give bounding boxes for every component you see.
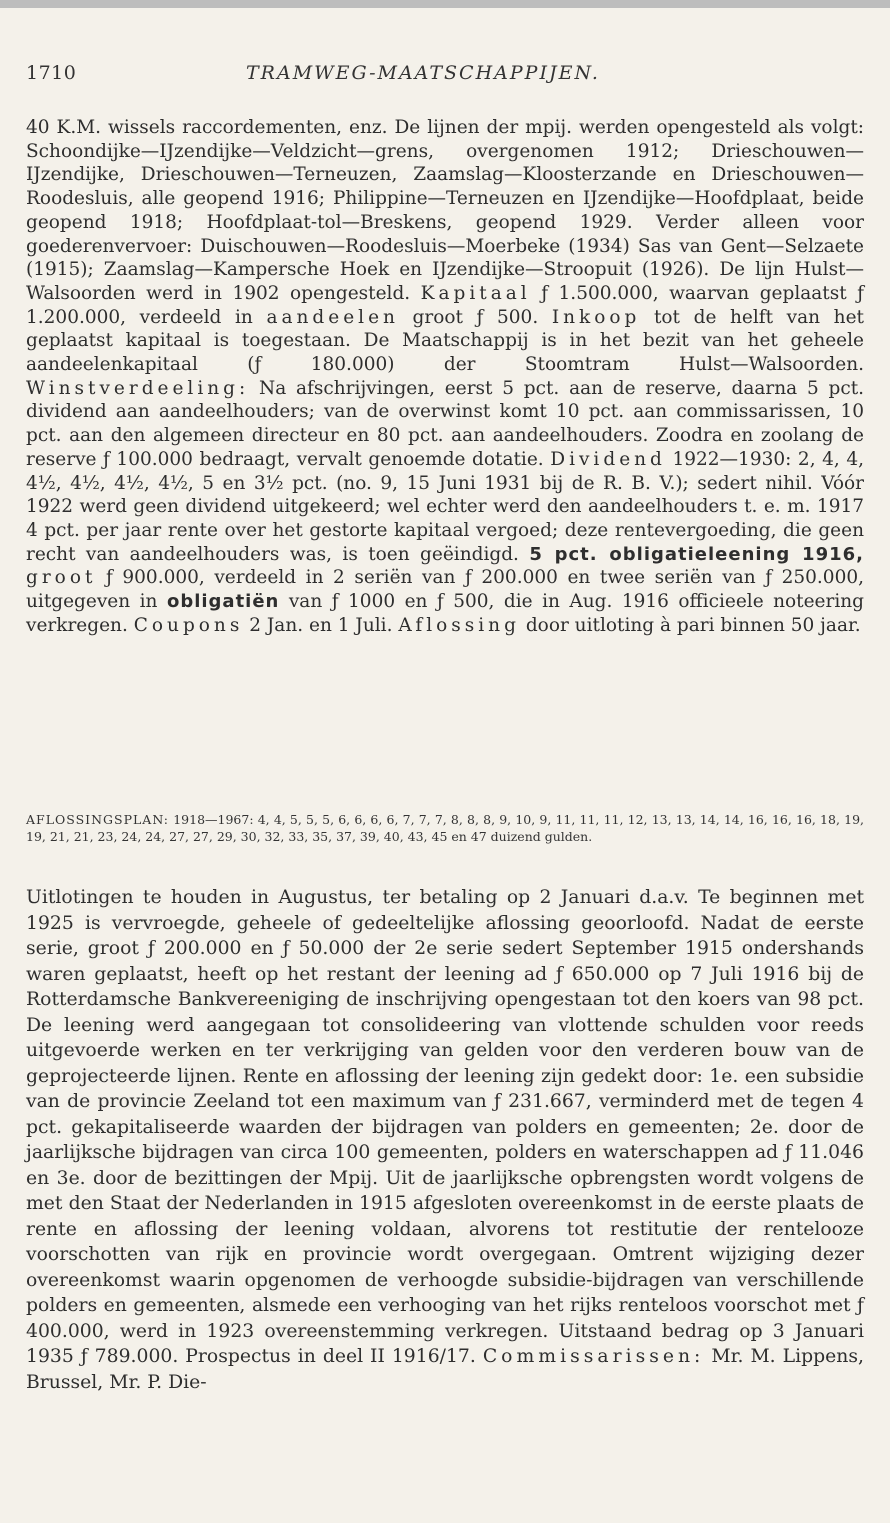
groot-label: groot [26, 567, 97, 589]
text-segment: 1922—1930: 2, 4, 4, 4½, 4½, 4½, 4½, 5 en 3½ pct. (no. 9, 15 Juni 1931 bij de R. B. V.); sedert nihil. Vóór 1922 werd geen dividend uitgekeerd; wel echter werd den aandeelhouders t. e. m. 1917 4 pct. per jaar rente over het gestorte kapitaal vergoed; deze rentevergoeding, die geen recht van aandeelhouders was, is toen geëindigd. [26, 448, 864, 565]
loan-details-paragraph [26, 885, 864, 1395]
coupons-heading: Coupons [133, 614, 244, 636]
text-segment: Mr. M. Lippens, Brussel, Mr. P. Die- [26, 1346, 864, 1393]
commissarissen-heading: Commissarissen: [482, 1346, 705, 1367]
running-head: TRAMWEG-MAATSCHAPPIJEN. [246, 62, 600, 84]
text-segment: 40 K.M. wissels raccordementen, enz. De lijnen der mpij. werden opengesteld als volgt: Schoondijke—IJzendijke—Veldzicht—grens, overgenomen 1912; Drieschouwen—IJzendijke, Drieschouwen—Terneuzen, Zaamslag—Kloosterzande en Drieschouwen—Roodesluis, alle geopend 1916; Philippine—Terneuzen en IJzendijke—Hoofdplaat, beide geopend 1918; Hoofdplaat-tol—Breskens, geopend 1929. Verder alleen voor goederenvervoer: Duischouwen—Roodesluis—Moerbeke (1934) Sas van Gent—Selzaete (1915); Zaamslag—Kampersche Hoek en IJzendijke—Stroopuit (1926). De lijn Hulst—Walsoorden werd in 1902 opengesteld. [26, 117, 864, 304]
text-segment: ƒ 900.000, verdeeld in 2 seriën van ƒ 200.000 en twee seriën van ƒ 250.000, uitgegeven in [26, 567, 864, 613]
aflossingsplan [26, 812, 864, 845]
text-segment: 2 Jan. en 1 Juli. [249, 614, 393, 636]
text-segment: Uitlotingen te houden in Augustus, ter betaling op 2 Januari d.a.v. Te beginnen met 1925 is vervroegde, geheele of gedeeltelijke aflossing geoorloofd. Nadat de eerste serie, groot ƒ 200.000 en ƒ 50.000 der 2e serie sedert September 1915 ondershands waren geplaatst, heeft op het restant der leening ad ƒ 650.000 op 7 Juli 1916 bij de Rotterdamsche Bankvereeniging de inschrijving opengestaan tot den koers van 98 pct. De leening werd aangegaan tot consolideering van vlottende schulden voor reeds uitgevoerde werken en ter verkrijging van gelden voor den verderen bouw van de geprojecteerde lijnen. Rente en aflossing der leening zijn gedekt door: 1e. een subsidie van de provincie Zeeland tot een maximum van ƒ 231.667, verminderd met de tegen 4 pct. gekapitaliseerde waarden der bijdragen van polders en gemeenten; 2e. door de jaarlijksche bijdragen van circa 100 gemeenten, polders en waterschappen ad ƒ 11.046 en 3e. door de bezittingen der Mpij. Uit de jaarlijksche opbrengsten wordt volgens de met den Staat der Nederlanden in 1915 afgesloten overeenkomst in de eerste plaats de rente en aflossing der leening voldaan, alvorens tot restitutie der rentelooze voorschotten van rijk en provincie wordt overgegaan. Omtrent wijziging dezer overeenkomst waarin opgenomen de verhoogde subsidie-bijdragen van verschillende polders en gemeenten, alsmede een verhooging van het rijks renteloos voorschot met ƒ 400.000, werd in 1923 overeenstemming verkregen. Uitstaand bedrag op 3 Januari 1935 ƒ 789.000. Prospectus in deel II 1916/17. [26, 887, 864, 1367]
text-segment: van ƒ 1000 en ƒ 500, die in Aug. 1916 officieele noteering verkregen. [26, 591, 865, 636]
obligatieleening-heading: 5 pct. obligatieleening 1916, [529, 543, 864, 565]
text-segment: Na afschrijvingen, eerst 5 pct. aan de reserve, daarna 5 pct. dividend aan aandeelhouders; van de overwinst komt 10 pct. aan commissarissen, 10 pct. aan den algemeen directeur en 80 pct. aan aandeelhouders. Zoodra en zoolang de reserve ƒ 100.000 bedraagt, vervalt genoemde dotatie. [26, 377, 865, 470]
company-description-paragraph [26, 116, 864, 637]
text-segment: door uitloting à pari binnen 50 jaar. [525, 614, 861, 636]
text-segment: ƒ 1.500.000, waarvan geplaatst ƒ 1.200.000, verdeeld in [26, 282, 864, 328]
top-border [0, 0, 890, 8]
text-segment: tot de helft van het geplaatst kapitaal is toegestaan. De Maatschappij is in het bezit van het geheele aandeelenkapitaal (ƒ 180.000) der Stoomtram Hulst—Walsoorden. [26, 306, 864, 376]
inkoop-heading: Inkoop [551, 306, 641, 328]
page-header [26, 62, 864, 92]
winstverdeeling-heading: Winstverdeeling: [26, 377, 250, 399]
page-number: 1710 [26, 62, 77, 84]
aflossing-heading: Aflossing [398, 614, 520, 636]
aflossingsplan-values: 1918—1967: 4, 4, 5, 5, 5, 6, 6, 6, 6, 7, 7, 7, 8, 8, 8, 9, 10, 9, 11, 11, 11, 12, 13, 13, 14, 14, 16, 16, 16, 18, 19, 19, 21, 21, 23, 24, 24, 27, 27, 29, 30, 32, 33, 35, 37, 39, 40, 43, 45 en 47 duizend gulden. [26, 812, 864, 844]
kapitaal-heading: Kapitaal [420, 282, 531, 304]
aflossingsplan-label: AFLOSSINGSPLAN: [26, 812, 170, 827]
aandeelen-heading: aandeelen [266, 306, 399, 328]
text-segment: groot ƒ 500. [412, 306, 539, 328]
dividend-heading: Dividend [550, 448, 666, 470]
obligatien-label: obligatiën [166, 591, 280, 613]
